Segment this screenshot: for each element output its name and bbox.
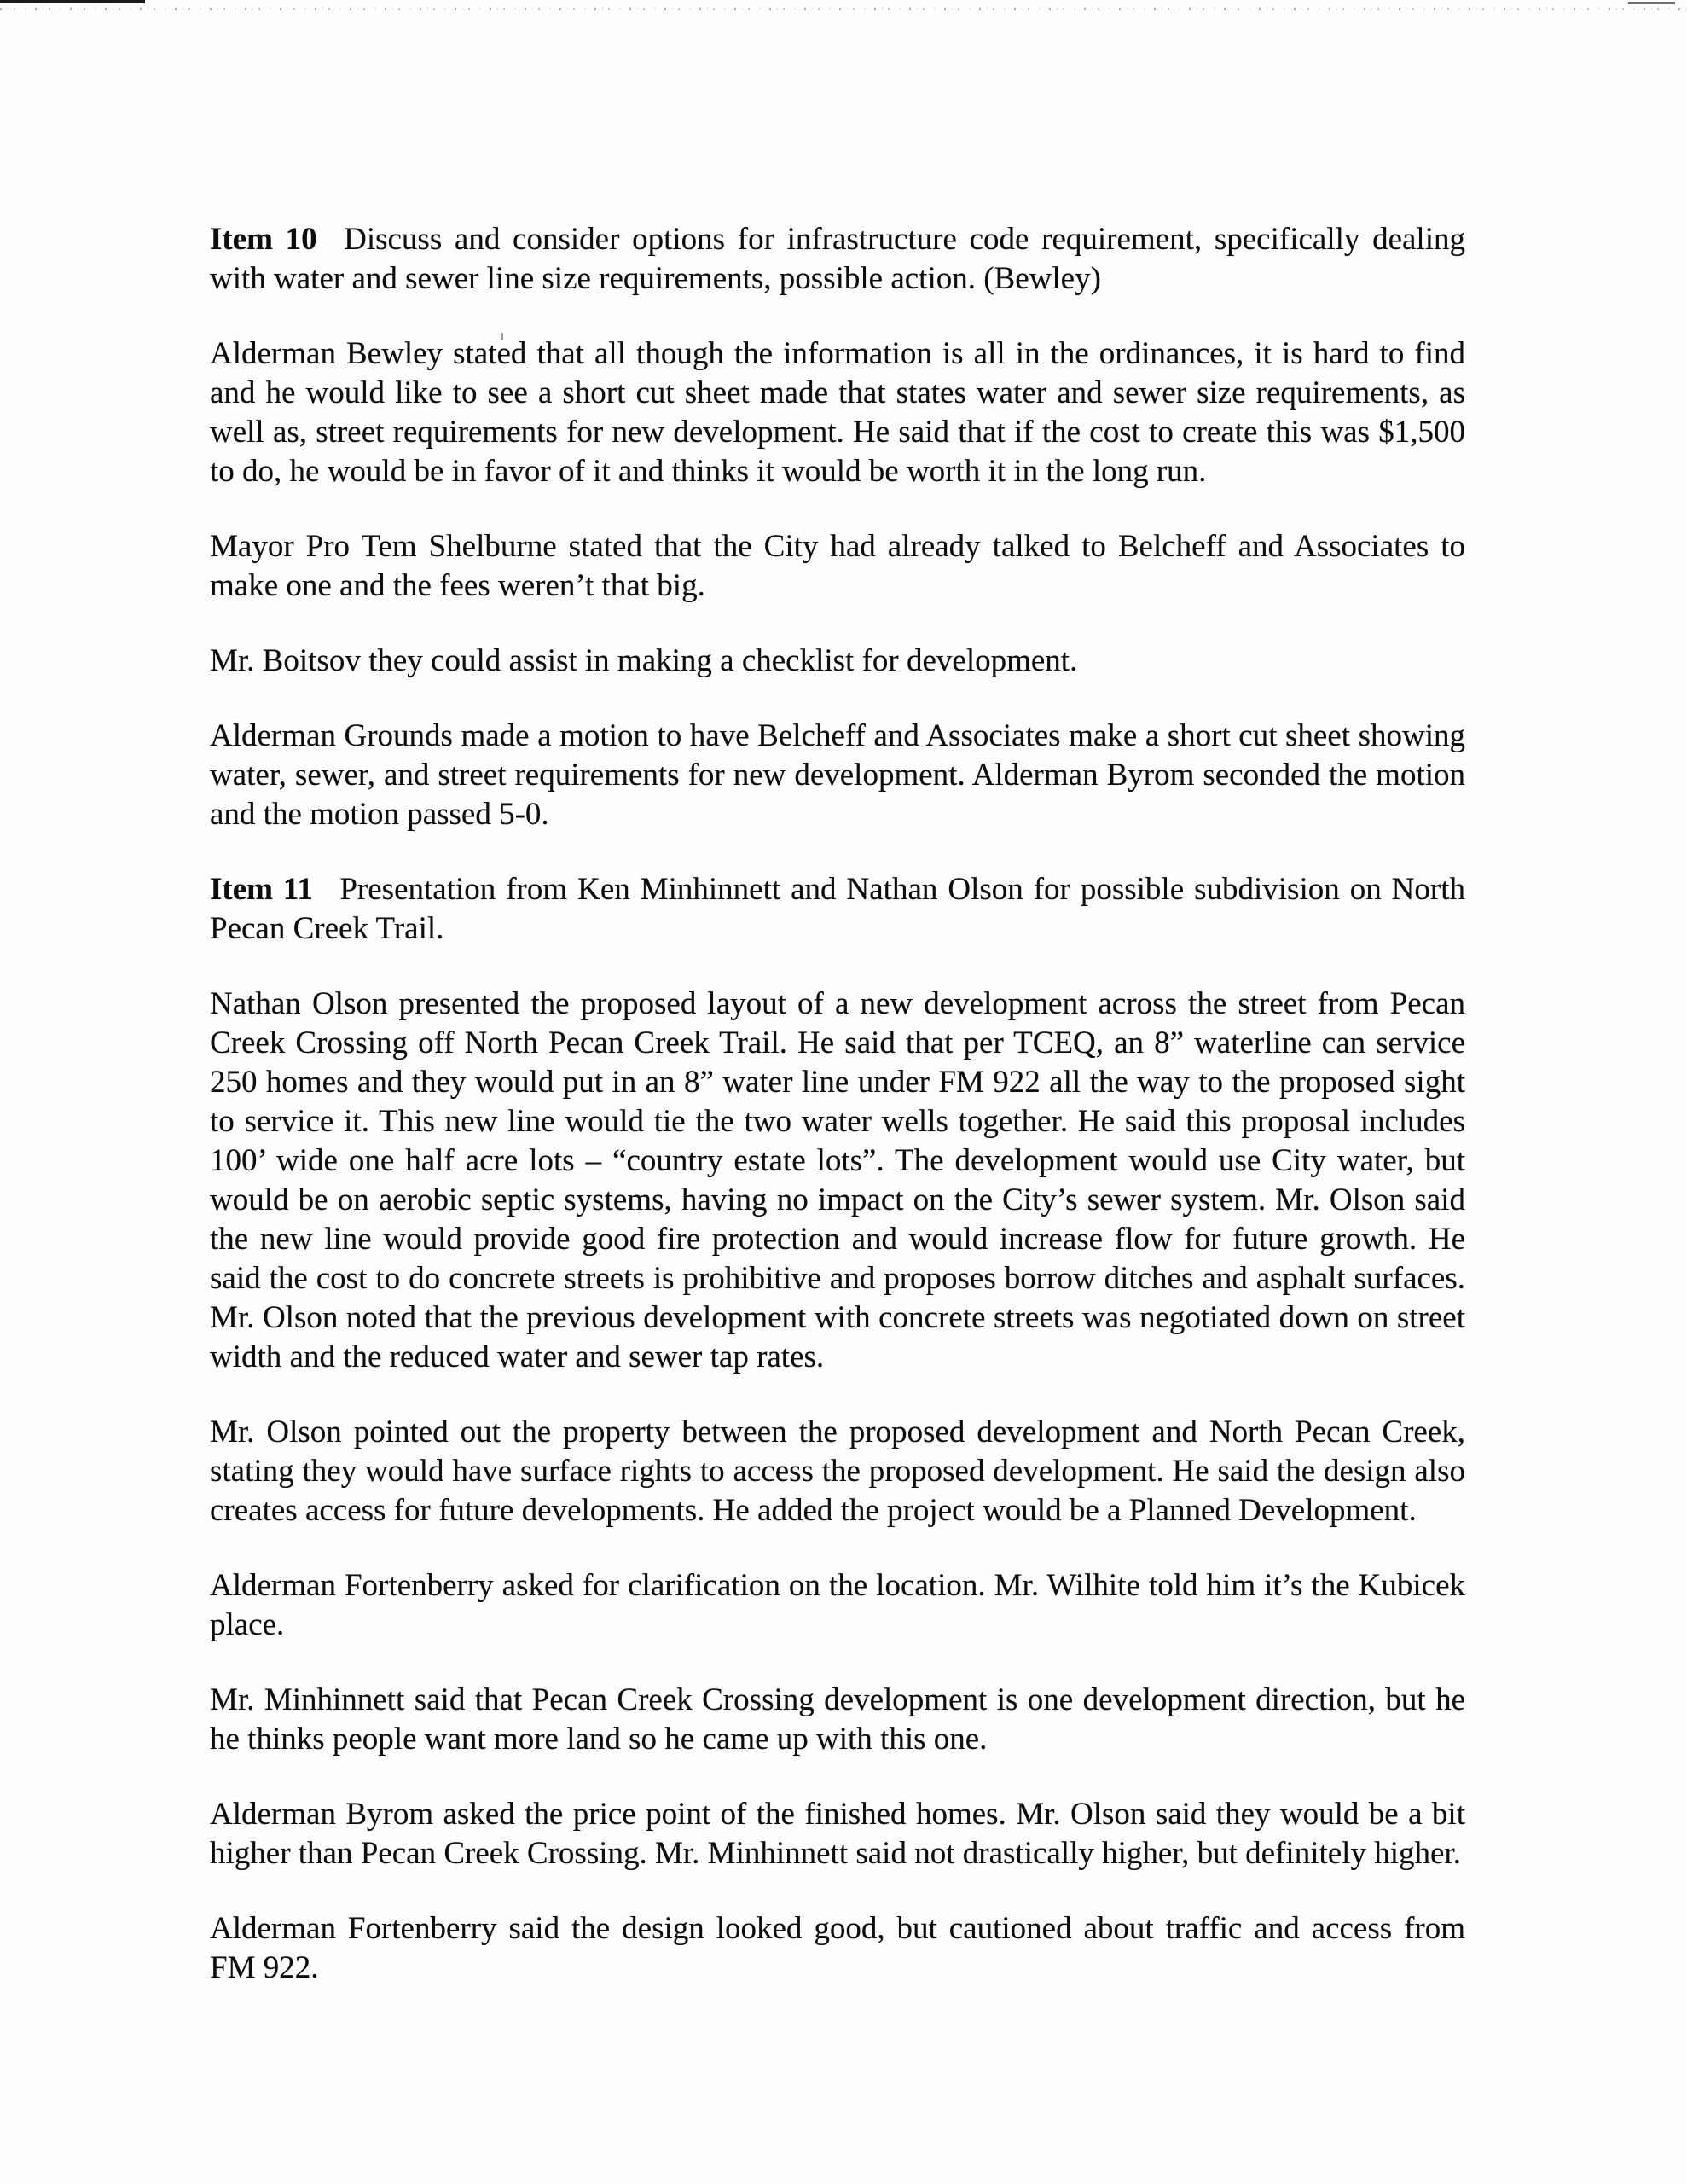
paragraph [210, 1681, 1465, 1759]
paragraph [210, 985, 1465, 1377]
scan-artifact-top-left [0, 0, 145, 3]
agenda-item-paragraph [210, 220, 1465, 299]
paragraph [210, 1413, 1465, 1531]
paragraph [210, 527, 1465, 606]
paragraph [210, 642, 1465, 681]
paragraph [210, 1566, 1465, 1645]
agenda-item-number: Item 11 [210, 872, 313, 907]
minutes-text-column [210, 220, 1465, 2024]
paragraph-text: Nathan Olson presented the proposed layout of a new development across the street from Pecan Creek Crossing off North Pecan Creek Trail. He said that per TCEQ, an 8” waterline can service 250 homes and they would put in an 8” water line under FM 922 all the way to the proposed sight to service it. This new line would tie the two water wells together. He said this proposal includes 100’ wide one half acre lots – “country estate lots”. The development would use City water, but would be on aerobic septic systems, having no impact on the City’s sewer system. Mr. Olson said the new line would provide good fire protection and would increase flow for future growth. He said the cost to do concrete streets is prohibitive and proposes borrow ditches and asphalt surfaces. Mr. Olson noted that the previous development with concrete streets was negotiated down on street width and the reduced water and sewer tap rates. [210, 986, 1465, 1374]
paragraph-text: Mr. Minhinnett said that Pecan Creek Crossing development is one development direction, but he he thinks people want more land so he came up with this one. [210, 1682, 1465, 1757]
agenda-item-paragraph [210, 870, 1465, 949]
paragraph-text: Discuss and consider options for infrastructure code requirement, specifically dealing with water and sewer line size requirements, possible action. (Bewley) [210, 222, 1465, 296]
paragraph-text: Presentation from Ken Minhinnett and Nathan Olson for possible subdivision on North Pecan Creek Trail. [210, 872, 1465, 946]
scan-noise-line [0, 8, 1687, 10]
paragraph [210, 1909, 1465, 1988]
paragraph-text: Mr. Olson pointed out the property between the proposed development and North Pecan Creek, stating they would have surface rights to access the proposed development. He said the design also creates access for future developments. He added the project would be a Planned Development. [210, 1414, 1465, 1528]
paragraph [210, 334, 1465, 491]
paragraph-text: Alderman Bewley stated that all though the information is all in the ordinances, it is hard to find and he would like to see a short cut sheet made that states water and sewer size requirements, as well as, street requirements for new development. He said that if the cost to create this was $1,500 to do, he would be in favor of it and thinks it would be worth it in the long run. [210, 336, 1465, 489]
paragraph-text: Mayor Pro Tem Shelburne stated that the City had already talked to Belcheff and Associates to make one and the fees weren’t that big. [210, 529, 1465, 603]
scan-artifact-top-right [1628, 2, 1675, 4]
paragraph-text: Alderman Byrom asked the price point of the finished homes. Mr. Olson said they would be a bit higher than Pecan Creek Crossing. Mr. Minhinnett said not drastically higher, but definitely higher. [210, 1797, 1465, 1871]
paragraph-text: Alderman Fortenberry asked for clarification on the location. Mr. Wilhite told him it’s the Kubicek place. [210, 1568, 1465, 1642]
paragraph [210, 1795, 1465, 1873]
paragraph-text: Alderman Grounds made a motion to have Belcheff and Associates make a short cut sheet showing water, sewer, and street requirements for new development. Alderman Byrom seconded the motion and the motion passed 5-0. [210, 718, 1465, 832]
paragraph [210, 717, 1465, 834]
paragraph-text: Mr. Boitsov they could assist in making a checklist for development. [210, 643, 1078, 678]
agenda-item-number: Item 10 [210, 222, 317, 257]
paragraph-text: Alderman Fortenberry said the design looked good, but cautioned about traffic and access from FM 922. [210, 1911, 1465, 1985]
